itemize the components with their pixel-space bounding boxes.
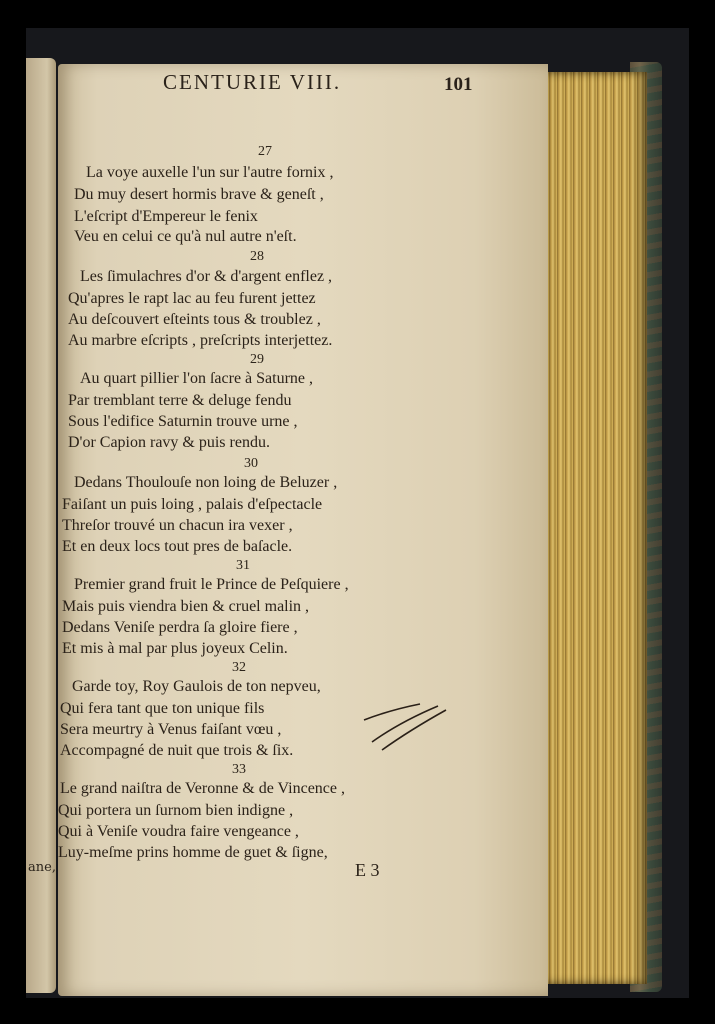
verse-line: Veu en celui ce qu'à nul autre n'eſt.	[74, 228, 297, 245]
verse-line: Mais puis viendra bien & cruel malin ,	[62, 598, 310, 615]
verse-line: Sous l'edifice Saturnin trouve urne ,	[68, 413, 298, 430]
verse-line: Premier grand fruit le Prince de Peſquiere ,	[74, 576, 349, 593]
verse-line: La voye auxelle l'un sur l'autre fornix ,	[86, 164, 334, 181]
verse-line: Qui à Veniſe voudra faire vengeance ,	[58, 823, 299, 840]
verse-line: Du muy desert hormis brave & geneſt ,	[74, 186, 324, 203]
stanza-number: 31	[236, 558, 250, 573]
gilt-page-edge	[541, 72, 647, 984]
page-number: 101	[444, 74, 473, 95]
verse-line: Threſor trouvé un chacun ira vexer ,	[62, 517, 293, 534]
running-head: CENTURIE VIII.	[163, 70, 342, 94]
stanza-number: 33	[232, 762, 246, 777]
stanza-number: 27	[258, 144, 272, 159]
verse-line: Dedans Veniſe perdra ſa gloire fiere ,	[62, 619, 298, 636]
verse-line: Accompagné de nuit que trois & ſix.	[60, 742, 294, 759]
verse-line: Par tremblant terre & deluge fendu	[68, 392, 292, 409]
verse-line: Le grand naiſtra de Veronne & de Vincence ,	[60, 780, 345, 797]
left-page-fragment: ane,	[28, 860, 56, 875]
stanza-number: 30	[244, 456, 258, 471]
verse-line: Au marbre eſcripts , preſcripts interjettez.	[68, 332, 333, 349]
verse-line: Luy-meſme prins homme de guet & ſigne,	[58, 844, 328, 861]
verse-line: Au deſcouvert eſteints tous & troublez ,	[68, 311, 321, 328]
verse-line: Sera meurtry à Venus faiſant vœu ,	[60, 721, 282, 738]
verse-line: Dedans Thoulouſe non loing de Beluzer ,	[74, 474, 338, 491]
verse-line: Garde toy, Roy Gaulois de ton nepveu,	[72, 678, 321, 695]
verse-line: Faiſant un puis loing , palais d'eſpectacle	[62, 496, 323, 513]
pencil-stroke	[372, 706, 438, 742]
verse-line: Et en deux locs tout pres de baſacle.	[62, 538, 293, 555]
verse-line: D'or Capion ravy & puis rendu.	[68, 434, 270, 451]
signature-mark: E 3	[355, 860, 380, 880]
verse-line: Qui fera tant que ton unique fils	[60, 700, 265, 717]
pencil-annotation-mark	[360, 700, 450, 755]
stanza-number: 32	[232, 660, 246, 675]
verse-line: Qui portera un ſurnom bien indigne ,	[58, 802, 294, 819]
verse-line: Et mis à mal par plus joyeux Celin.	[62, 640, 288, 657]
stanza-number: 29	[250, 352, 264, 367]
verse-line: Les ſimulachres d'or & d'argent enflez ,	[80, 268, 333, 285]
verse-line: Au quart pillier l'on ſacre à Saturne ,	[80, 370, 314, 387]
verse-line: Qu'apres le rapt lac au feu furent jettez	[68, 290, 316, 307]
stanza-number: 28	[250, 249, 264, 264]
left-page-edge	[26, 58, 56, 993]
verse-line: L'eſcript d'Empereur le fenix	[74, 208, 258, 225]
